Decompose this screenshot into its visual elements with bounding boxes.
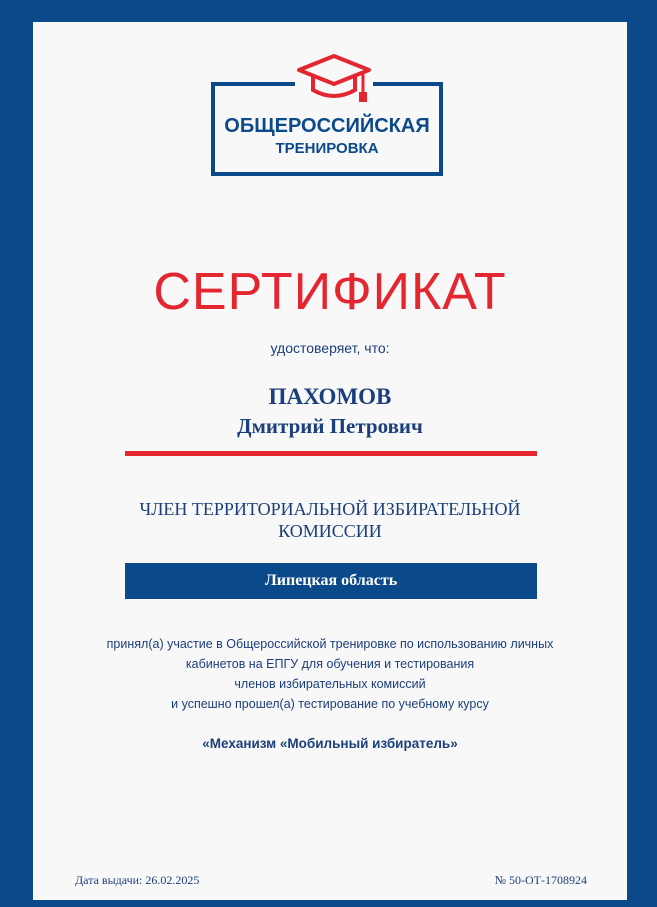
- position-line-2: КОМИССИИ: [278, 521, 382, 541]
- logo-text-main: ОБЩЕРОССИЙСКАЯ: [224, 115, 430, 137]
- certifies-text: удостоверяет, что:: [270, 340, 390, 356]
- certificate-number: № 50-ОТ-1708924: [494, 873, 587, 887]
- logo-text-sub: ТРЕНИРОВКА: [275, 140, 379, 157]
- body-line-3: членов избирательных комиссий: [234, 677, 426, 691]
- body-line-4: и успешно прошел(а) тестирование по учебному курсу: [171, 697, 489, 711]
- body-line-1: принял(а) участие в Общероссийской тренировке по использованию личных: [106, 637, 554, 651]
- recipient-position: [93, 498, 567, 542]
- certificate-title: СЕРТИФИКАТ: [153, 263, 507, 321]
- position-line-1: ЧЛЕН ТЕРРИТОРИАЛЬНОЙ ИЗБИРАТЕЛЬНОЙ: [139, 499, 521, 519]
- recipient-surname: ПАХОМОВ: [268, 384, 392, 409]
- divider-line: [125, 451, 537, 456]
- issue-date: Дата выдачи: 26.02.2025: [75, 873, 200, 887]
- body-line-2: кабинетов на ЕПГУ для обучения и тестирования: [185, 657, 475, 671]
- course-title: «Механизм «Мобильный избиратель»: [202, 736, 458, 751]
- certificate-body: [73, 634, 587, 714]
- logo-frame-top-left: [211, 82, 295, 86]
- certificate-sheet: [33, 22, 627, 900]
- recipient-given-names: Дмитрий Петрович: [237, 414, 423, 438]
- region-label: Липецкая область: [264, 572, 398, 589]
- region-banner: [125, 563, 537, 599]
- logo-frame-top-right: [373, 82, 443, 86]
- graduation-cap-icon: [295, 52, 373, 110]
